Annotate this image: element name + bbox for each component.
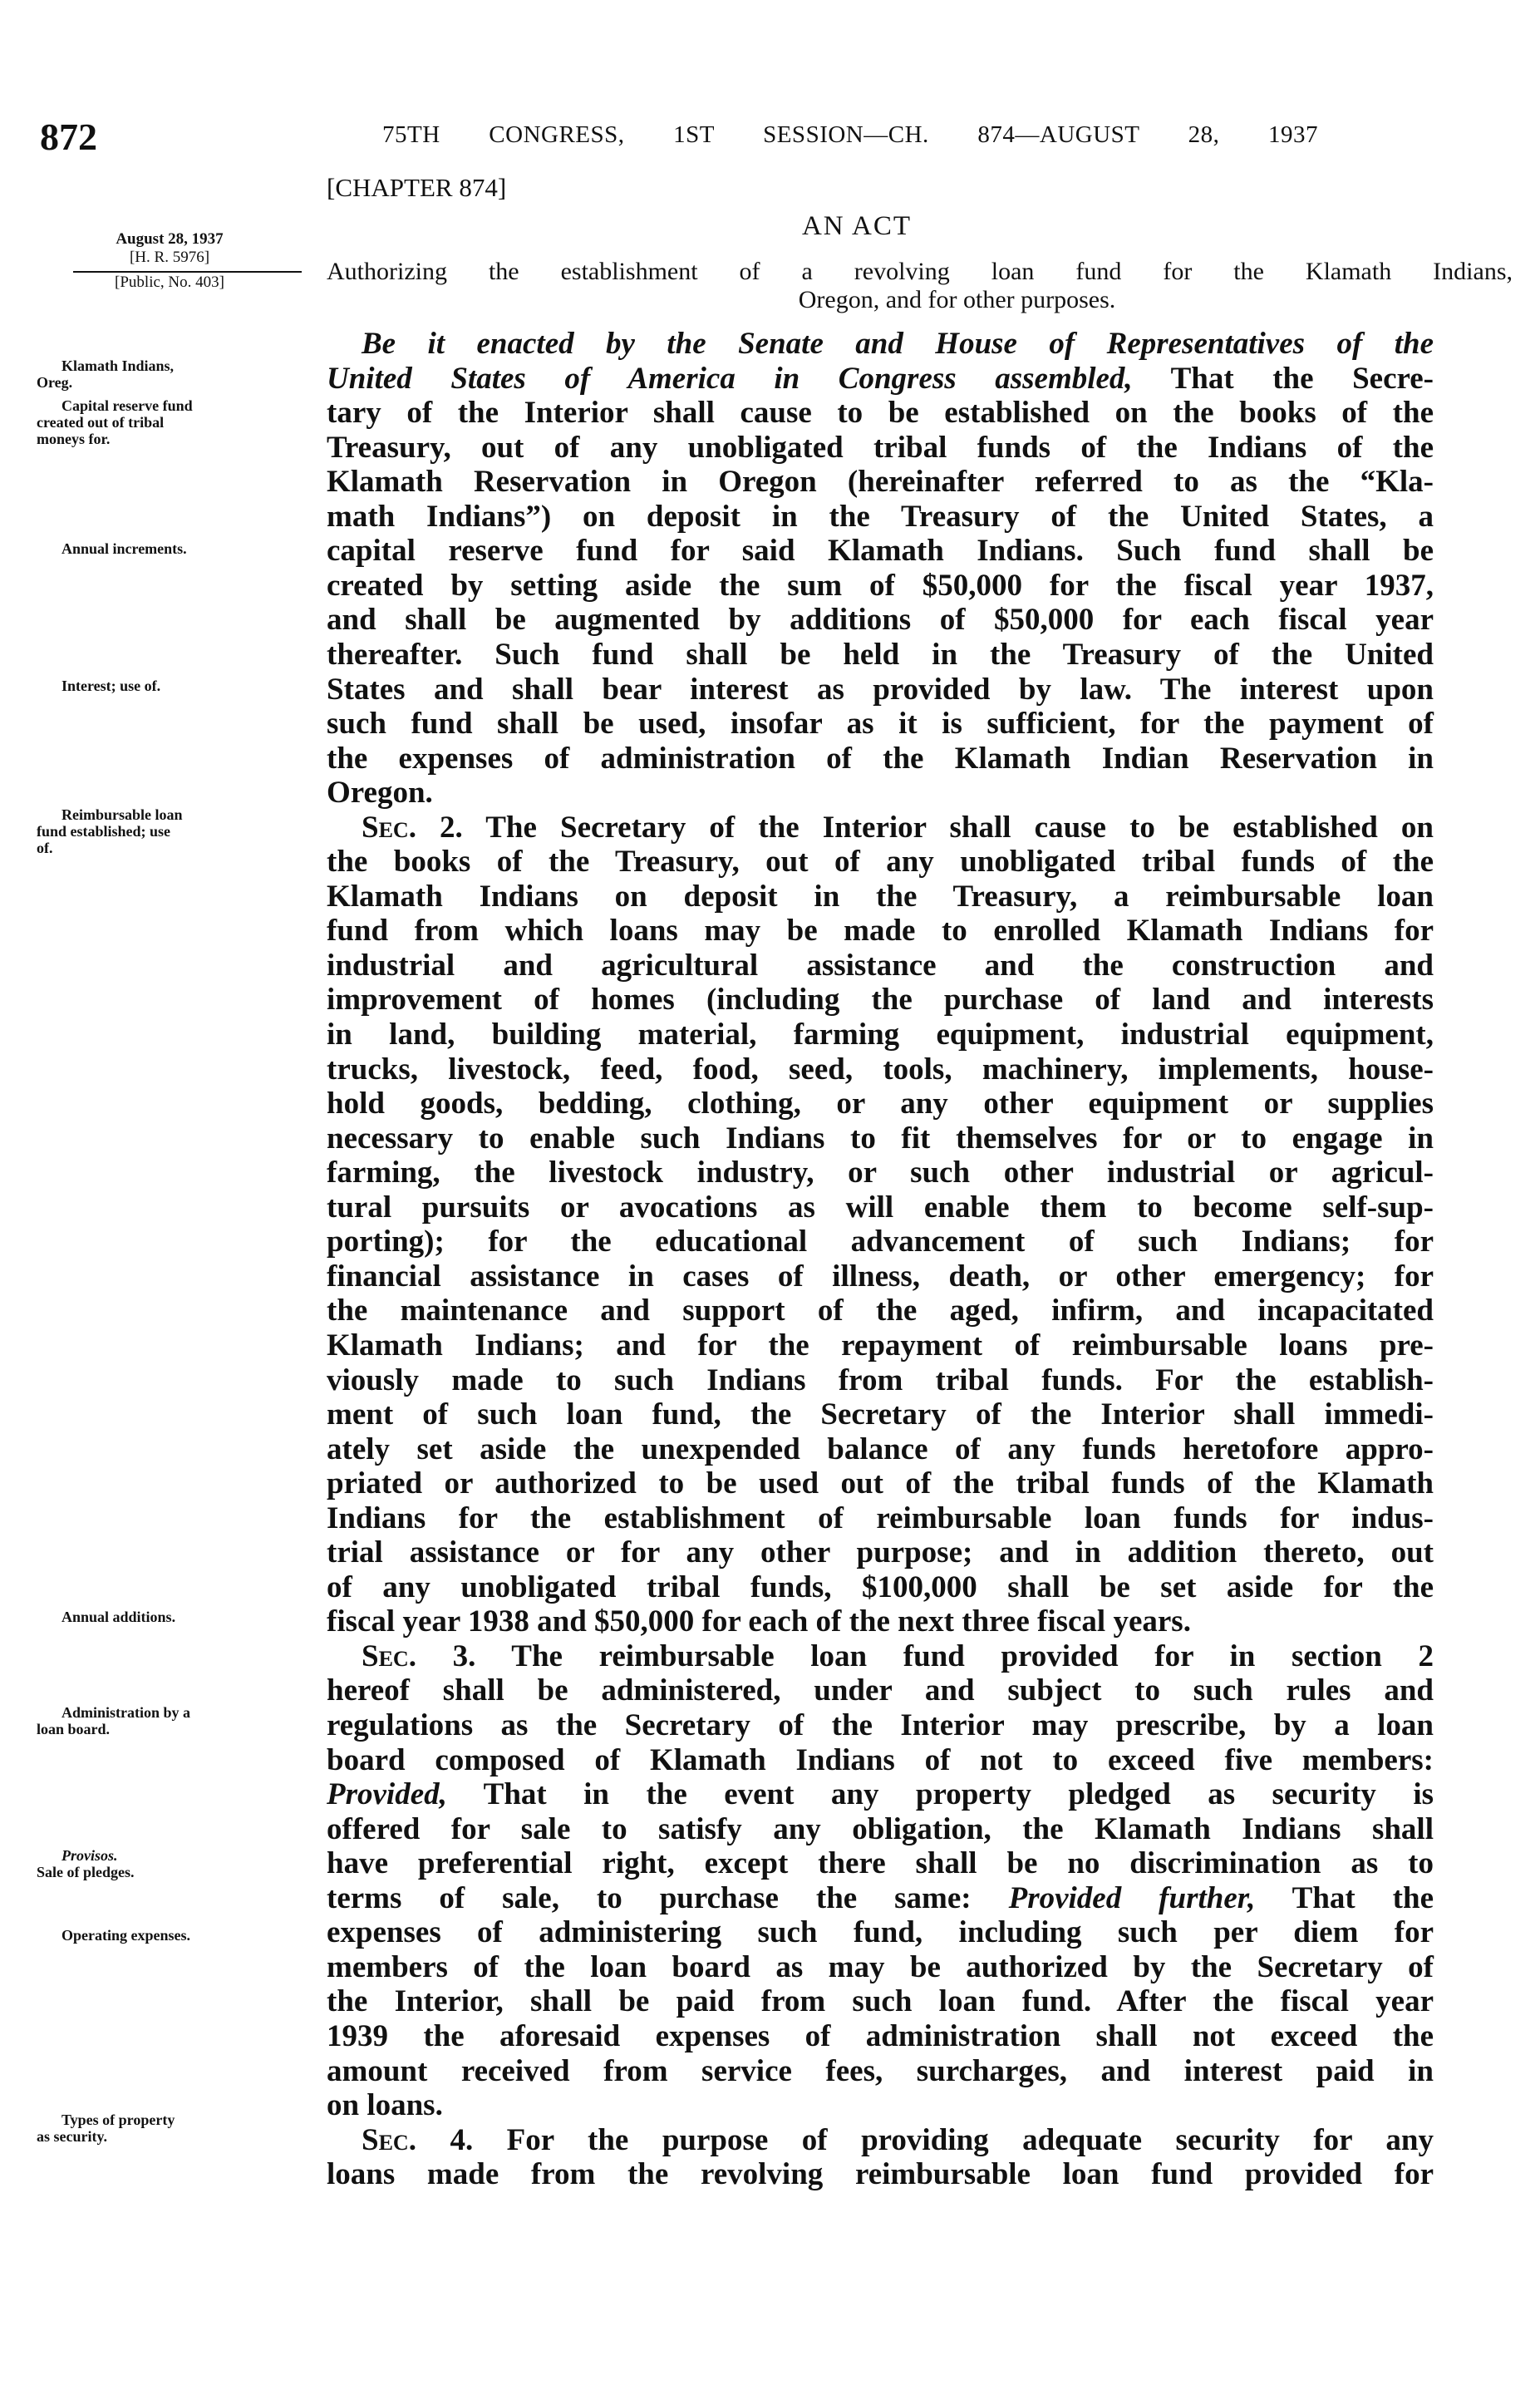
body-line xyxy=(327,465,1434,499)
text-run: improvement of homes (including the purchase of land and interests xyxy=(327,983,1434,1018)
margin-note-line: Klamath Indians, xyxy=(62,357,175,374)
text-run: board composed of Klamath Indians of not to exceed five members: xyxy=(327,1742,1434,1777)
text-run: thereafter. Such fund shall be held in the Treasury of the United xyxy=(327,637,1434,672)
margin-note-line: Provisos. xyxy=(62,1847,118,1864)
body-line xyxy=(327,500,1434,534)
text-run: farming, the livestock industry, or such other industrial or agricul- xyxy=(327,1156,1434,1190)
body-line xyxy=(327,949,1434,983)
text-run: hold goods, bedding, clothing, or any other equipment or supplies xyxy=(327,1087,1434,1121)
act-title-line xyxy=(327,286,1513,314)
margin-note-line: of. xyxy=(37,840,53,856)
text-run: the Interior, shall be paid from such loan fund. After the fiscal year xyxy=(327,1984,1434,2019)
text-run: That in the event any property pledged as security is xyxy=(446,1777,1434,1812)
text-run: the expenses of administration of the Klamath Indian Reservation in xyxy=(327,741,1434,776)
text-run: porting); for the educational advancement of such Indians; for xyxy=(327,1225,1434,1259)
margin-note xyxy=(37,357,319,391)
text-run: of any unobligated tribal funds, $100,000 shall be set aside for the xyxy=(327,1570,1434,1604)
margin-date: August 28, 1937 xyxy=(116,230,224,248)
margin-note xyxy=(37,1927,319,1944)
margin-rule xyxy=(73,271,302,273)
text-run: tural pursuits or avocations as will enable them to become self-sup- xyxy=(327,1190,1434,1225)
text-run: fiscal year 1938 and $50,000 for each of the next three fiscal years. xyxy=(327,1604,1191,1639)
body-line xyxy=(327,1501,1434,1535)
margin-note xyxy=(37,806,319,856)
text-run: fund from which loans may be made to enrolled Klamath Indians for xyxy=(327,914,1434,949)
text-run: Provided, xyxy=(327,1777,447,1812)
text-run: and shall be augmented by additions of $50,000 for each fiscal year xyxy=(327,603,1434,638)
margin-note-line: created out of tribal xyxy=(37,414,165,431)
body-line xyxy=(327,431,1434,465)
body-line xyxy=(327,396,1434,430)
text-run: loans made from the revolving reimbursable loan fund provided for xyxy=(327,2157,1434,2192)
body-line xyxy=(327,914,1434,948)
text-run: Indians for the establishment of reimbursable loan funds for indus- xyxy=(327,1501,1434,1535)
body-line xyxy=(327,327,1434,361)
text-run: tary of the Interior shall cause to be established on the books of the xyxy=(327,396,1434,431)
body-line xyxy=(327,534,1434,568)
text-run: amount received from service fees, surcharges, and interest paid in xyxy=(327,2053,1434,2088)
text-run: trucks, livestock, feed, food, seed, tools, machinery, implements, house- xyxy=(327,1052,1434,1087)
text-run: necessary to enable such Indians to fit themselves for or to engage in xyxy=(327,1121,1434,1156)
text-run: have preferential right, except there shall be no discrimination as to xyxy=(327,1846,1434,1881)
margin-note xyxy=(37,1609,319,1625)
text-run: the maintenance and support of the aged, infirm, and incapacitated xyxy=(327,1294,1434,1328)
margin-note-line: moneys for. xyxy=(37,431,111,447)
text-run: created by setting aside the sum of $50,000 for the fiscal year 1937, xyxy=(327,568,1434,603)
margin-note-line: Administration by a xyxy=(62,1704,191,1721)
body-line xyxy=(327,2157,1434,2191)
body-line xyxy=(327,776,1434,810)
margin-note-line: Interest; use of. xyxy=(62,678,161,694)
body-line xyxy=(327,1397,1434,1432)
act-label: AN ACT xyxy=(801,211,913,241)
body-line xyxy=(327,1673,1434,1707)
body-line xyxy=(327,1190,1434,1225)
text-run: Sec. xyxy=(362,810,416,845)
margin-note-line: Reimbursable loan xyxy=(62,806,183,823)
margin-note xyxy=(37,2112,319,2145)
body-line xyxy=(327,1363,1434,1397)
body-line xyxy=(327,2019,1434,2053)
body-line xyxy=(327,1777,1434,1811)
body-line xyxy=(327,1812,1434,1846)
body-line xyxy=(327,1950,1434,1984)
text-run: regulations as the Secretary of the Interior may prescribe, by a loan xyxy=(327,1708,1434,1742)
text-run: such fund shall be used, insofar as it is sufficient, for the payment of xyxy=(327,707,1434,742)
margin-bill-number: [H. R. 5976] xyxy=(129,249,210,266)
text-run: financial assistance in cases of illness, death, or other emergency; for xyxy=(327,1259,1434,1294)
body-line xyxy=(327,1535,1434,1570)
margin-note-line: Annual increments. xyxy=(62,540,187,557)
margin-note xyxy=(37,1847,319,1880)
margin-note-line: Operating expenses. xyxy=(62,1927,190,1944)
text-run: in land, building material, farming equipment, industrial equipment, xyxy=(327,1018,1434,1052)
body-line xyxy=(327,880,1434,914)
margin-note-line: Oreg. xyxy=(37,374,73,391)
margin-note xyxy=(37,397,319,447)
text-run: Sec. xyxy=(362,1639,416,1673)
body-line xyxy=(327,569,1434,603)
text-run: ately set aside the unexpended balance of any funds heretofore appro- xyxy=(327,1432,1434,1466)
margin-note-line: Sale of pledges. xyxy=(37,1864,135,1880)
margin-note xyxy=(37,540,319,557)
body-line xyxy=(327,2088,1434,2122)
body-line xyxy=(327,1225,1434,1259)
text-run: the books of the Treasury, out of any unobligated tribal funds of the xyxy=(327,845,1434,880)
margin-note-line: Annual additions. xyxy=(62,1609,176,1625)
text-run: capital reserve fund for said Klamath Indians. Such fund shall be xyxy=(327,534,1434,569)
chapter-label: [CHAPTER 874] xyxy=(327,173,507,202)
body-line xyxy=(327,1052,1434,1087)
body-line xyxy=(327,1881,1434,1915)
text-run: 4. For the purpose of providing adequate security for any xyxy=(416,2122,1434,2157)
text-run: viously made to such Indians from tribal funds. For the establish- xyxy=(327,1363,1434,1397)
body-line xyxy=(327,1846,1434,1880)
body-line xyxy=(327,603,1434,637)
body-line xyxy=(327,707,1434,741)
text-run: Klamath Indians; and for the repayment of reimbursable loans pre- xyxy=(327,1328,1434,1363)
body-line xyxy=(327,1570,1434,1604)
body-line xyxy=(327,673,1434,707)
text-run: ment of such loan fund, the Secretary of the Interior shall immedi- xyxy=(327,1397,1434,1432)
text-run: hereof shall be administered, under and subject to such rules and xyxy=(327,1673,1434,1708)
text-run: Provided further, xyxy=(1008,1880,1256,1915)
body-line xyxy=(327,1984,1434,2018)
body-line xyxy=(327,638,1434,672)
margin-note xyxy=(37,678,319,694)
text-run: 2. The Secretary of the Interior shall cause to be established on xyxy=(416,810,1434,845)
text-run: That the xyxy=(1255,1880,1434,1915)
body-line xyxy=(327,1708,1434,1742)
margin-public-law: [Public, No. 403] xyxy=(115,273,224,291)
body-line xyxy=(327,1328,1434,1363)
text-run: United States of America in Congress assembled, xyxy=(327,361,1133,396)
text-run: Treasury, out of any unobligated tribal funds of the Indians of the xyxy=(327,430,1434,465)
margin-note-line: as security. xyxy=(37,2128,107,2145)
body-line xyxy=(327,742,1434,776)
text-run: industrial and agricultural assistance and the construction and xyxy=(327,948,1434,983)
body-line xyxy=(327,2123,1434,2157)
text-run: Klamath Reservation in Oregon (hereinafter referred to as the “Kla- xyxy=(327,465,1434,500)
body-line xyxy=(327,845,1434,879)
text-run: That the Secre- xyxy=(1132,361,1434,396)
body-line xyxy=(327,1259,1434,1294)
act-title-line: Authorizing the establishment of a revolving loan fund for the Klamath Indians, xyxy=(327,258,1513,285)
body-line xyxy=(327,2054,1434,2088)
text-run: States and shall bear interest as provided by law. The interest upon xyxy=(327,672,1434,707)
body-line xyxy=(327,1743,1434,1777)
text-run: expenses of administering such fund, including such per diem for xyxy=(327,1915,1434,1950)
text-run: math Indians”) on deposit in the Treasury of the United States, a xyxy=(327,499,1434,534)
body-line xyxy=(327,1121,1434,1156)
body-line xyxy=(327,1639,1434,1673)
text-run: Klamath Indians on deposit in the Treasury, a reimbursable loan xyxy=(327,879,1434,914)
body-line xyxy=(327,1294,1434,1328)
body-line xyxy=(327,1432,1434,1466)
text-run: Oregon. xyxy=(327,776,433,811)
margin-note-line: loan board. xyxy=(37,1721,111,1737)
text-run: offered for sale to satisfy any obligation, the Klamath Indians shall xyxy=(327,1811,1434,1846)
margin-note-line: Types of property xyxy=(62,2112,175,2128)
text-run: 3. The reimbursable loan fund provided for in section 2 xyxy=(416,1639,1434,1673)
text-run: priated or authorized to be used out of the tribal funds of the Klamath xyxy=(327,1466,1434,1501)
text-run: trial assistance or for any other purpose; and in addition thereto, out xyxy=(327,1535,1434,1570)
text-run: 1939 the aforesaid expenses of administration shall not exceed the xyxy=(327,2018,1434,2053)
body-line xyxy=(327,811,1434,845)
body-line xyxy=(327,1156,1434,1190)
body-line xyxy=(327,1915,1434,1949)
text-run: Be it enacted by the Senate and House of Representatives of the xyxy=(362,327,1434,361)
act-title-text: Oregon, and for other purposes. xyxy=(798,286,1116,313)
text-run: members of the loan board as may be authorized by the Secretary of xyxy=(327,1949,1434,1984)
body-line xyxy=(327,1466,1434,1501)
margin-note xyxy=(37,1704,319,1737)
text-run: Sec. xyxy=(362,2122,416,2157)
body-line xyxy=(327,1087,1434,1121)
page-number: 872 xyxy=(40,116,97,158)
margin-note-line: Capital reserve fund xyxy=(62,397,193,414)
body-line xyxy=(327,1018,1434,1052)
text-run: terms of sale, to purchase the same: xyxy=(327,1880,1009,1915)
body-line xyxy=(327,1604,1434,1639)
running-header: 75TH CONGRESS, 1ST SESSION—CH. 874—AUGUST 28, 1937 xyxy=(382,121,1318,148)
body-line xyxy=(327,983,1434,1017)
body-line xyxy=(327,362,1434,396)
margin-note-line: fund established; use xyxy=(37,823,171,840)
text-run: on loans. xyxy=(327,2088,443,2123)
